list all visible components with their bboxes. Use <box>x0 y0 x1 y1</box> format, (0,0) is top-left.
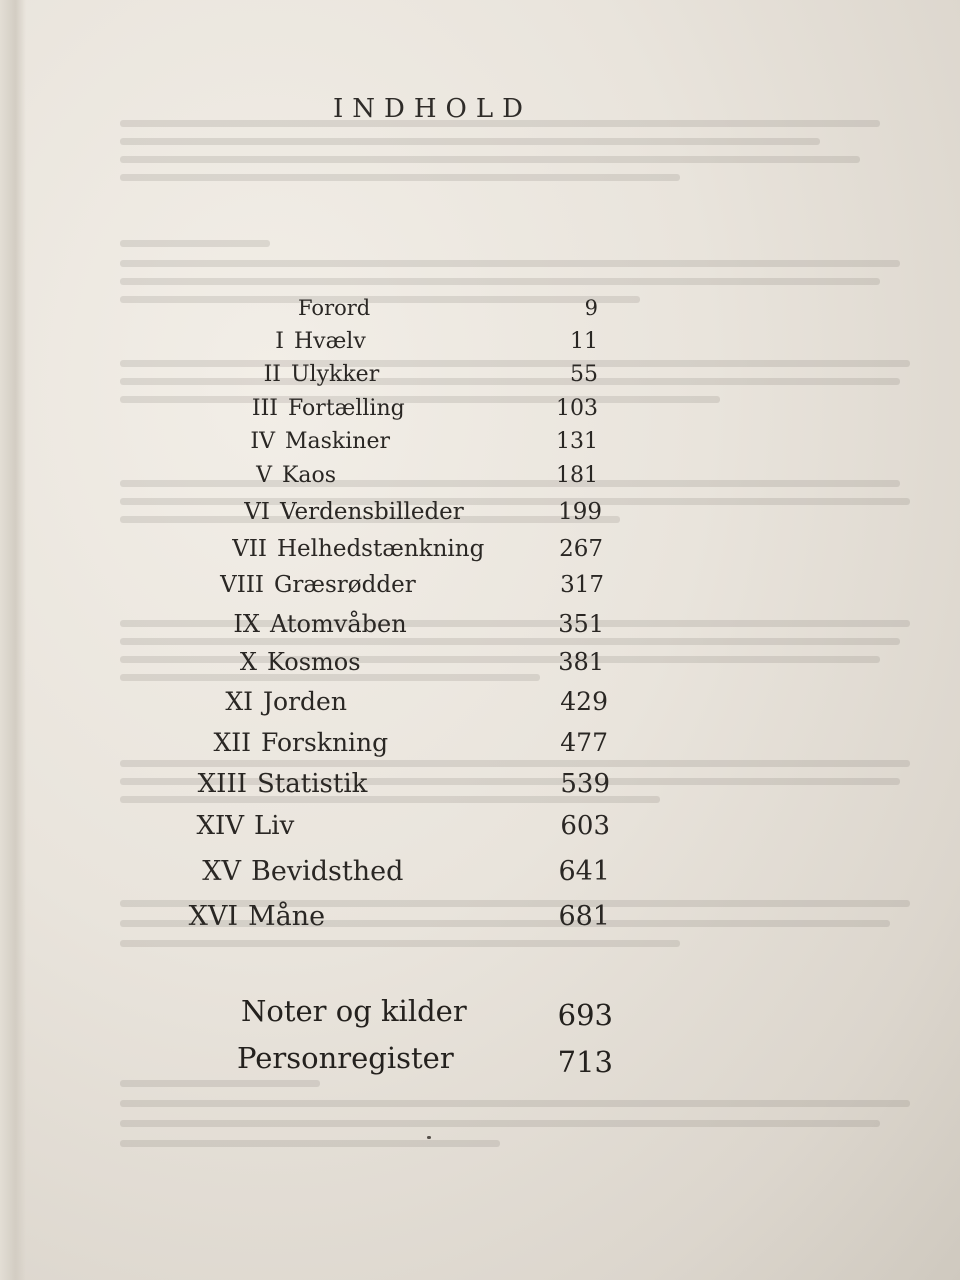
chapter-number: IV <box>250 429 275 454</box>
chapter-number: III <box>251 396 278 421</box>
chapter-title: Græsrødder <box>274 572 416 598</box>
chapter-number: I <box>275 329 284 354</box>
paper-speck <box>427 1136 431 1139</box>
chapter-page: 381 <box>558 648 604 676</box>
back-matter-page: 693 <box>557 998 613 1032</box>
chapter-title: Hvælv <box>294 329 366 354</box>
chapter-page: 9 <box>584 296 598 320</box>
chapter-page: 603 <box>560 811 610 841</box>
chapter-number: X <box>239 648 257 676</box>
chapter-title: Kaos <box>282 463 337 488</box>
chapter-number: V <box>256 463 272 488</box>
chapter-number: XIII <box>197 769 247 799</box>
chapter-number: XII <box>213 728 251 757</box>
chapter-title: Verdensbilleder <box>280 499 464 525</box>
show-through-text <box>80 120 960 1280</box>
chapter-page: 681 <box>558 901 610 932</box>
toc-entry-index <box>237 1041 617 1087</box>
chapter-title: Atomvåben <box>270 610 407 638</box>
chapter-page: 267 <box>559 536 603 562</box>
chapter-title: Statistik <box>257 769 368 799</box>
chapter-number: IX <box>233 610 260 638</box>
chapter-title: Jorden <box>263 687 347 716</box>
chapter-title: Helhedstænkning <box>277 536 485 562</box>
chapter-page: 131 <box>556 429 598 454</box>
chapter-title: Fortælling <box>288 396 405 421</box>
chapter-page: 199 <box>558 499 602 525</box>
toc-entry-notes <box>241 994 621 1038</box>
chapter-page: 11 <box>570 329 598 354</box>
chapter-title: Liv <box>254 811 295 841</box>
chapter-title: Maskiner <box>285 429 391 454</box>
chapter-page: 429 <box>560 687 608 716</box>
chapter-number: VI <box>244 499 270 525</box>
chapter-number: XVI <box>188 901 238 932</box>
chapter-page: 317 <box>560 572 604 598</box>
chapter-page: 103 <box>556 396 598 421</box>
back-matter-title: Noter og kilder <box>241 994 467 1028</box>
chapter-page: 55 <box>570 362 598 387</box>
chapter-title: Forskning <box>261 728 389 757</box>
toc-heading: INDHOLD <box>333 94 532 124</box>
chapter-title: Forord <box>298 296 371 320</box>
chapter-page: 181 <box>556 463 598 488</box>
chapter-number: VIII <box>220 572 264 598</box>
chapter-number: VII <box>232 536 267 562</box>
back-matter-title: Personregister <box>237 1041 454 1075</box>
chapter-title: Kosmos <box>267 648 361 676</box>
back-matter-page: 713 <box>557 1045 613 1079</box>
chapter-number: XIV <box>196 811 244 841</box>
spine-shadow <box>0 0 26 1280</box>
chapter-title: Ulykker <box>291 362 380 387</box>
chapter-number: II <box>263 362 281 387</box>
chapter-title: Bevidsthed <box>251 856 404 887</box>
chapter-title: Måne <box>248 901 326 932</box>
chapter-page: 641 <box>558 856 610 887</box>
chapter-page: 477 <box>560 728 608 757</box>
chapter-page: 351 <box>558 610 604 638</box>
chapter-page: 539 <box>560 769 610 799</box>
chapter-number: XV <box>202 856 241 887</box>
chapter-number: XI <box>225 687 253 716</box>
